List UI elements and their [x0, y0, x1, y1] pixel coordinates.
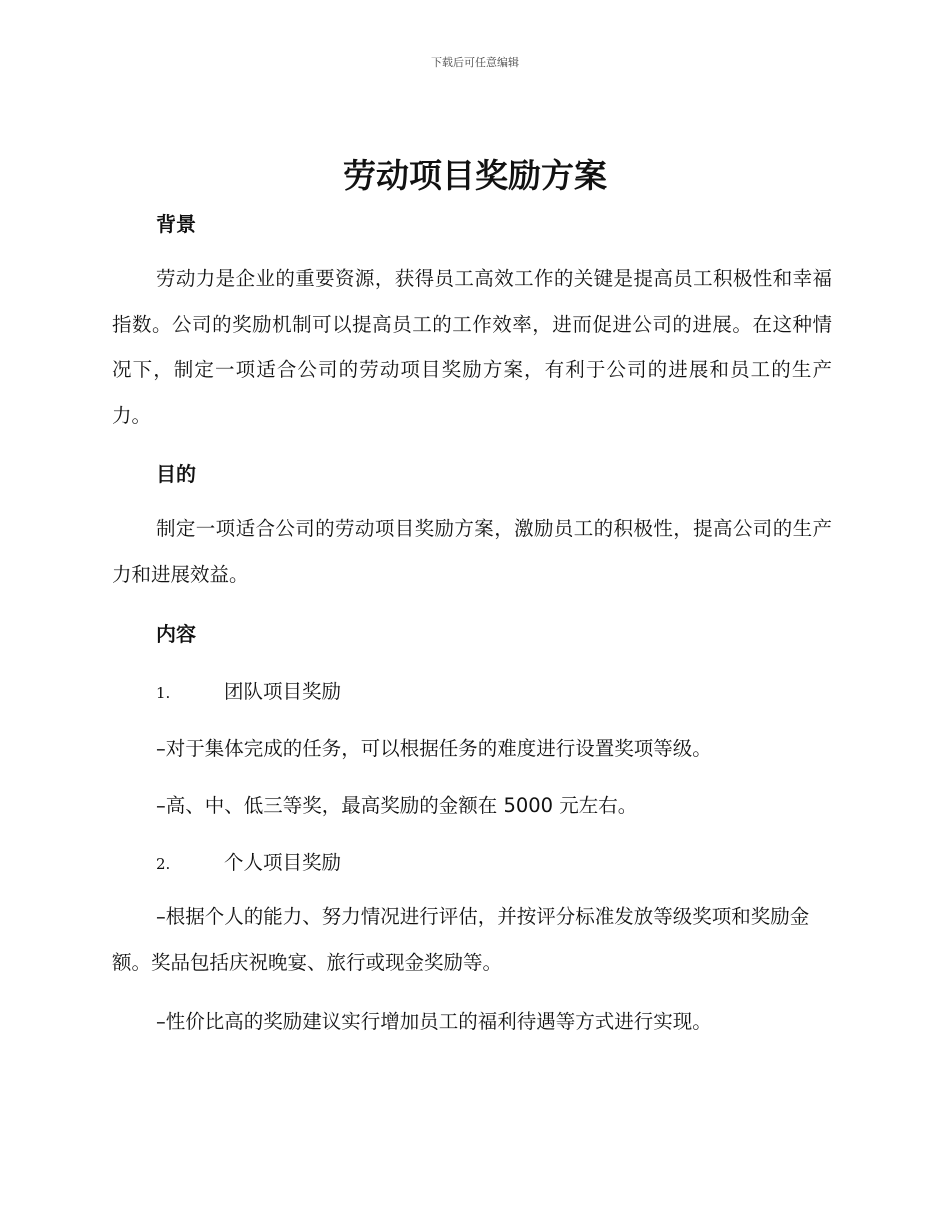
bullet-2-1: –根据个人的能力、努力情况进行评估，并按评分标准发放等级奖项和奖励金额。奖品包括庆祝晚宴、旅行或现金奖励等。: [112, 905, 810, 974]
paragraph-purpose: 制定一项适合公司的劳动项目奖励方案，激励员工的积极性，提高公司的生产力和进展效益。: [112, 517, 832, 586]
list-item-number: 2.: [156, 855, 171, 873]
heading-content: 内容: [156, 622, 196, 646]
paragraph-background: 劳动力是企业的重要资源，获得员工高效工作的关键是提高员工积极性和幸福指数。公司的奖励机制可以提高员工的工作效率，进而促进公司的进展。在这种情况下，制定一项适合公司的劳动项目奖励方案，有利于公司的进展和员工的生产力。: [112, 267, 832, 427]
list-item-label: 团队项目奖励: [224, 680, 342, 703]
bullet-2-2: –性价比高的奖励建议实行增加员工的福利待遇等方式进行实现。: [156, 1010, 712, 1033]
heading-purpose: 目的: [156, 462, 196, 486]
bullet-1-2: –高、中、低三等奖，最高奖励的金额在 5000 元左右。: [156, 794, 638, 817]
list-item-1: [156, 676, 341, 704]
header-note: 下载后可任意编辑: [431, 56, 519, 69]
list-item-number: 1.: [156, 684, 171, 702]
document-title: 劳动项目奖励方案: [343, 156, 607, 195]
bullet-1-1: –对于集体完成的任务，可以根据任务的难度进行设置奖项等级。: [156, 737, 712, 760]
heading-background: 背景: [156, 212, 196, 236]
list-item-2: [156, 847, 341, 875]
list-item-label: 个人项目奖励: [224, 851, 342, 874]
